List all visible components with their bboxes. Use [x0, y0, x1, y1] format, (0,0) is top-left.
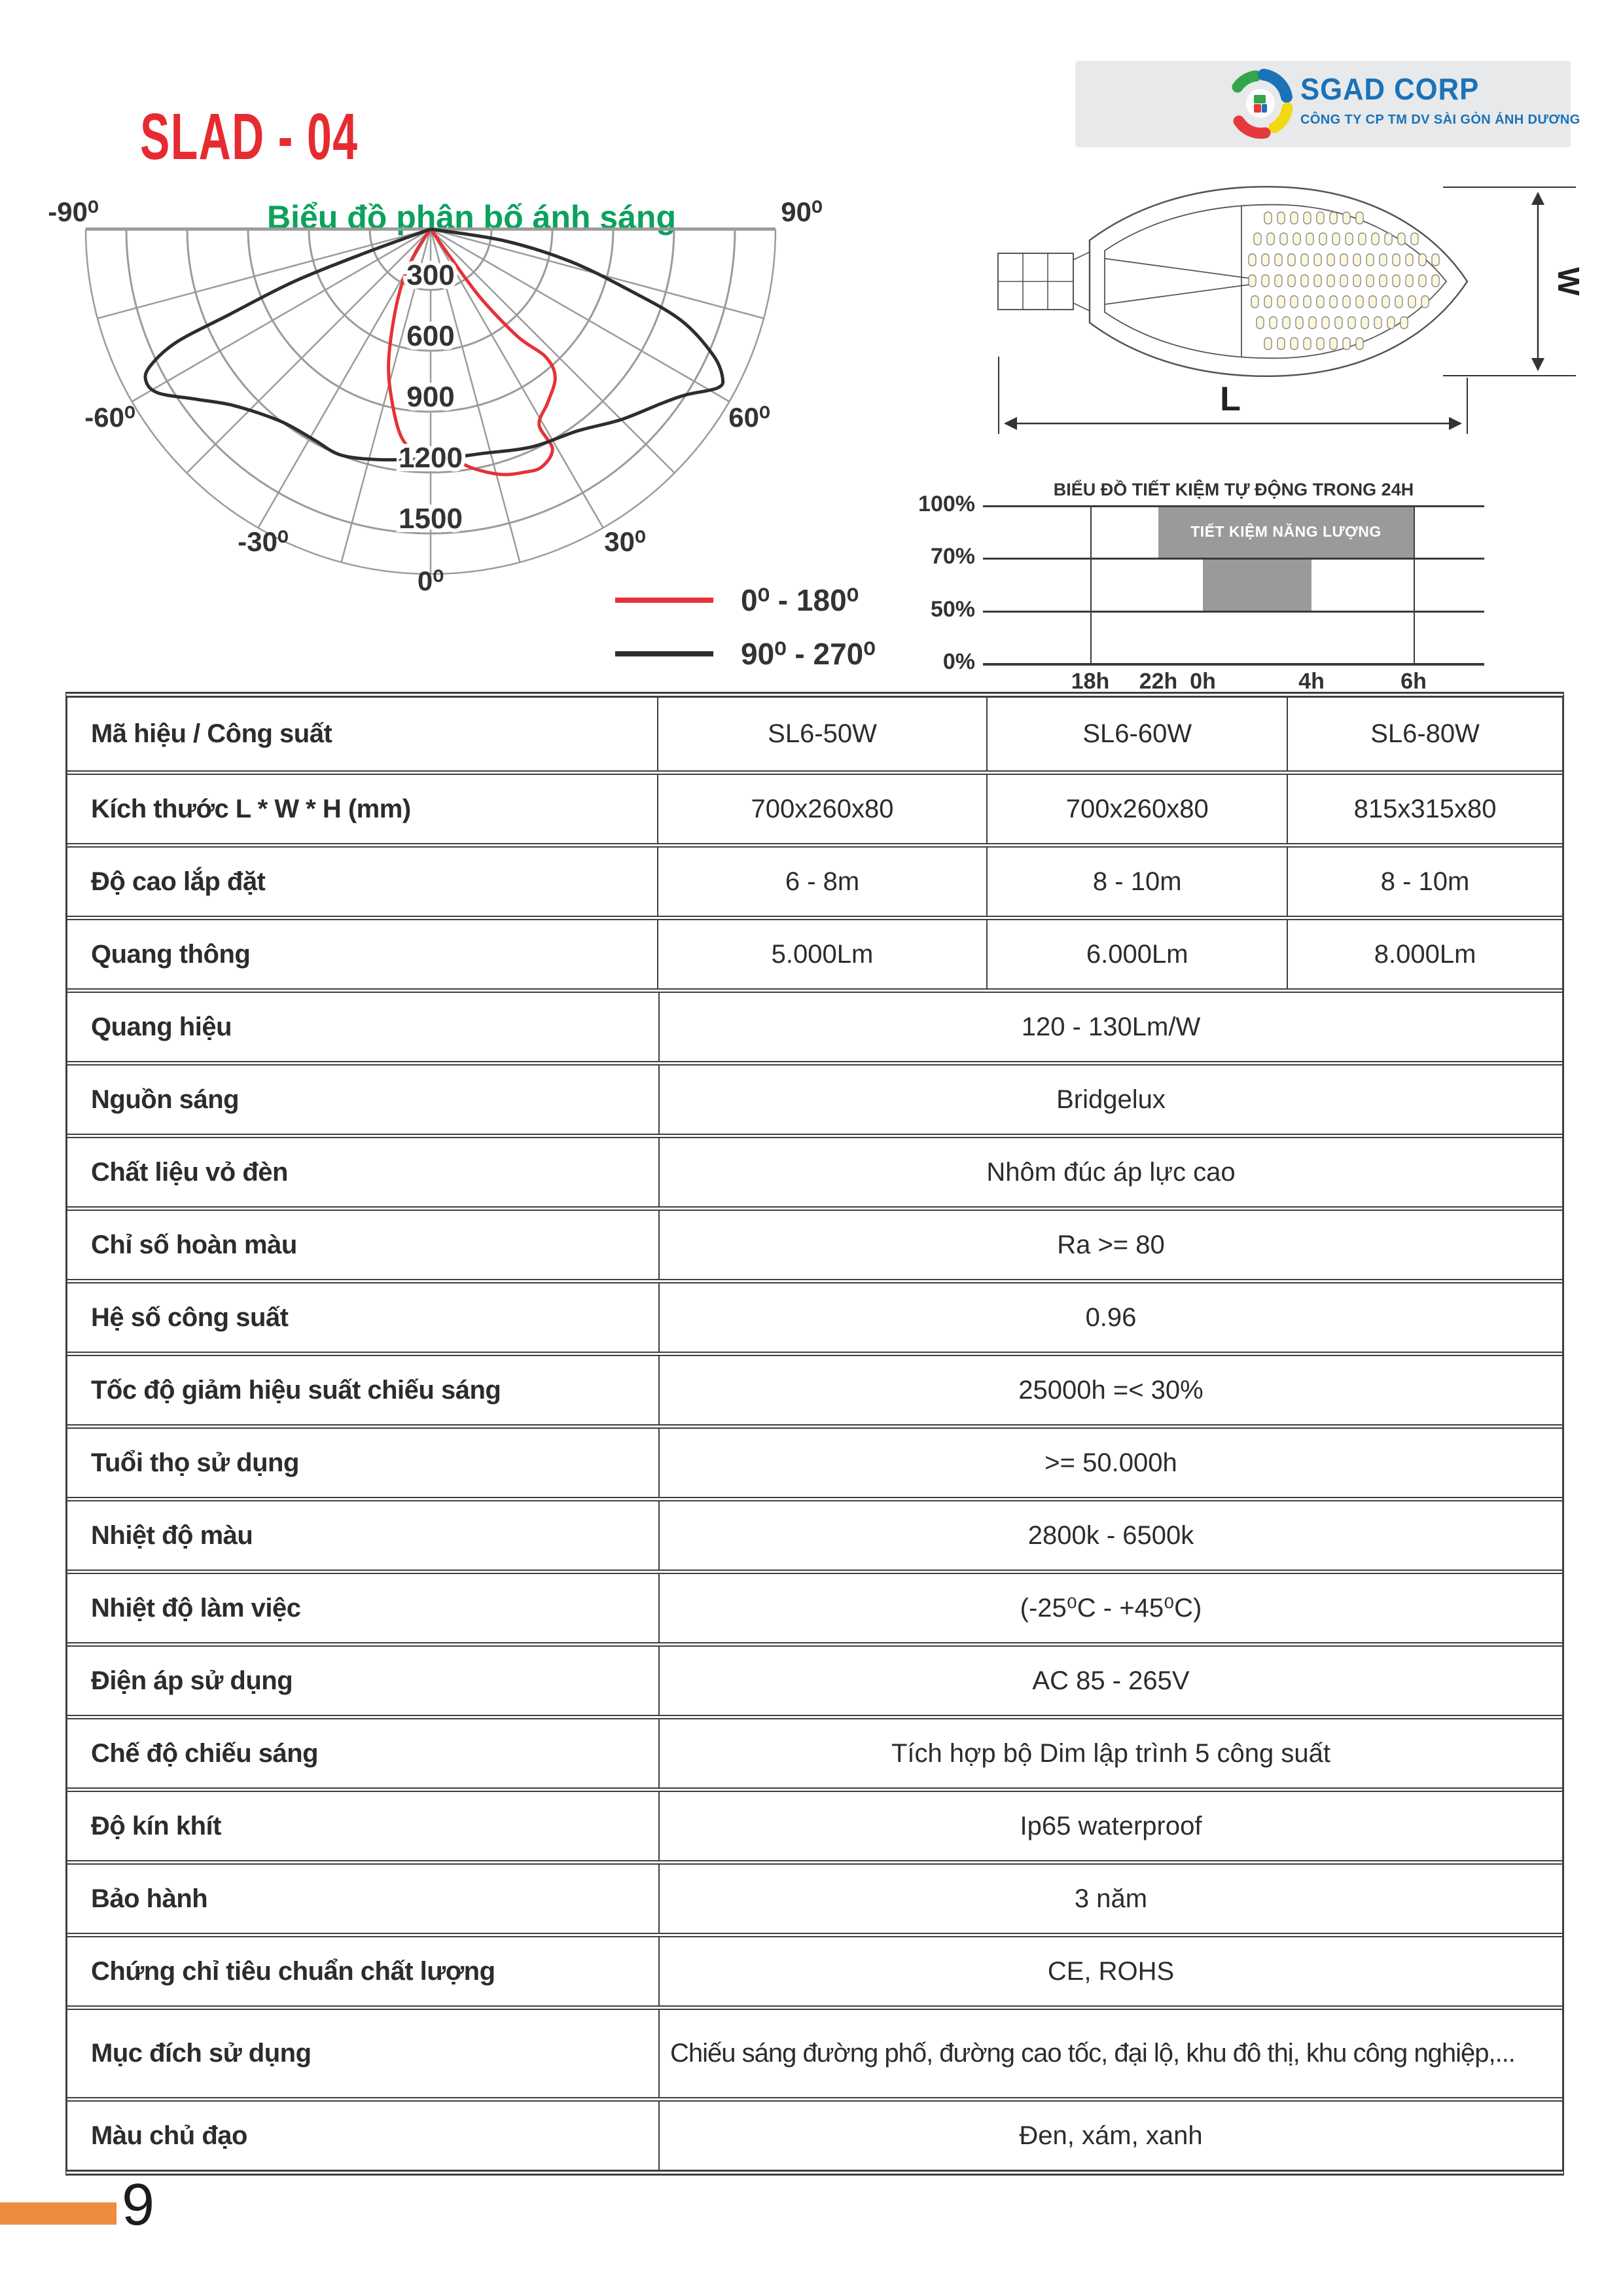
polar-radial-label: 600 — [406, 320, 455, 352]
led — [1393, 275, 1400, 287]
spec-value: 120 - 130Lm/W — [1021, 1012, 1201, 1041]
footer-accent-bar — [0, 2202, 116, 2225]
table-row — [67, 988, 1562, 1061]
led — [1400, 317, 1408, 329]
led — [1262, 254, 1269, 266]
led — [1361, 317, 1368, 329]
led — [1335, 317, 1342, 329]
energy-band — [1203, 558, 1311, 611]
led — [1249, 254, 1256, 266]
width-dimension-label: W — [1551, 267, 1586, 296]
led — [1301, 254, 1308, 266]
led — [1319, 233, 1327, 245]
table-row — [67, 2097, 1562, 2170]
led — [1366, 254, 1374, 266]
led — [1264, 296, 1272, 308]
page-number: 9 — [122, 2172, 155, 2238]
led — [1346, 233, 1353, 245]
legend-item — [615, 581, 876, 619]
spec-label: Chất liệu vỏ đèn — [67, 1138, 660, 1206]
table-row — [67, 1860, 1562, 1933]
led — [1332, 233, 1340, 245]
fixture-drawing — [955, 167, 1610, 455]
led — [1322, 317, 1329, 329]
table-row — [67, 698, 1562, 770]
spec-value: 0.96 — [1085, 1302, 1137, 1332]
polar-angle-label: 60⁰ — [728, 402, 770, 433]
spec-label: Nhiệt độ màu — [67, 1501, 660, 1570]
spec-value: Bridgelux — [1056, 1085, 1166, 1114]
spec-value: 8 - 10m — [988, 848, 1288, 916]
led — [1304, 212, 1311, 224]
energy-xtick: 4h — [1298, 669, 1325, 694]
spec-value: Đen, xám, xanh — [1019, 2121, 1203, 2150]
led — [1330, 338, 1337, 350]
led — [1251, 296, 1258, 308]
spec-label: Quang hiệu — [67, 993, 660, 1061]
led — [1296, 317, 1303, 329]
length-dimension-label: L — [1220, 380, 1241, 418]
spec-value: 5.000Lm — [658, 920, 988, 988]
light-distribution-chart — [39, 196, 857, 622]
logo-subtitle: CÔNG TY CP TM DV SÀI GÒN ÁNH DƯƠNG — [1300, 113, 1580, 127]
spec-label: Quang thông — [67, 920, 658, 988]
page-title: SLAD - 04 — [140, 100, 359, 173]
spec-label: Chế độ chiếu sáng — [67, 1719, 660, 1787]
polar-angle-label: 90⁰ — [781, 196, 823, 227]
energy-vline — [1414, 505, 1415, 663]
table-row — [67, 2005, 1562, 2097]
led — [1380, 254, 1387, 266]
spec-label: Bảo hành — [67, 1865, 660, 1933]
energy-band-label: TIẾT KIỆM NĂNG LƯỢNG — [1190, 522, 1382, 540]
polar-radial-label: 300 — [406, 259, 455, 291]
led — [1411, 233, 1418, 245]
led — [1291, 338, 1298, 350]
table-row — [67, 1570, 1562, 1642]
led — [1327, 275, 1334, 287]
led — [1264, 212, 1272, 224]
energy-gridline — [983, 611, 1484, 613]
spec-value: Ra >= 80 — [1057, 1230, 1165, 1259]
energy-xtick: 0h — [1190, 669, 1216, 694]
led — [1330, 212, 1337, 224]
led — [1283, 317, 1290, 329]
table-row — [67, 1424, 1562, 1497]
polar-angle-label: -60⁰ — [84, 402, 135, 433]
led-array — [1249, 212, 1439, 350]
led — [1356, 296, 1363, 308]
led — [1317, 212, 1324, 224]
polar-radial-label: 900 — [406, 381, 455, 413]
led — [1387, 317, 1395, 329]
led — [1275, 275, 1282, 287]
led — [1340, 254, 1347, 266]
led — [1419, 254, 1426, 266]
energy-ytick: 70% — [930, 544, 975, 569]
spec-value: 815x315x80 — [1353, 794, 1497, 823]
energy-ytick: 0% — [942, 649, 975, 674]
spec-value: 700x260x80 — [658, 775, 988, 843]
table-row — [67, 1134, 1562, 1206]
led — [1317, 296, 1324, 308]
polar-angle-label: -30⁰ — [238, 526, 289, 557]
legend-swatch-red — [615, 598, 713, 603]
led — [1343, 212, 1350, 224]
led — [1421, 296, 1429, 308]
polar-spoke — [431, 229, 675, 473]
polar-spoke — [132, 229, 431, 402]
led — [1304, 296, 1311, 308]
led — [1432, 254, 1439, 266]
spec-value: Ip65 waterproof — [1020, 1811, 1202, 1840]
led — [1267, 233, 1274, 245]
dim-cap-lines — [999, 187, 1576, 434]
spec-value: 25000h =< 30% — [1018, 1375, 1204, 1405]
led — [1277, 212, 1285, 224]
legend-swatch-black — [615, 651, 713, 656]
led — [1288, 275, 1295, 287]
chart-legend — [615, 581, 876, 689]
led — [1254, 233, 1261, 245]
led — [1374, 317, 1382, 329]
energy-gridline — [983, 558, 1484, 560]
led — [1356, 212, 1363, 224]
led — [1340, 275, 1347, 287]
energy-gridline — [983, 505, 1484, 507]
led — [1301, 275, 1308, 287]
legend-item — [615, 635, 876, 673]
led — [1309, 317, 1316, 329]
energy-chart-title: BIỂU ĐỒ TIẾT KIỆM TỰ ĐỘNG TRONG 24H — [1053, 480, 1414, 499]
spec-value: AC 85 - 265V — [1032, 1666, 1190, 1695]
polar-angle-label: -90⁰ — [48, 196, 99, 227]
logo — [1075, 61, 1580, 147]
spec-label: Tốc độ giảm hiệu suất chiếu sáng — [67, 1356, 660, 1424]
spec-value: CE, ROHS — [1047, 1956, 1175, 1986]
table-row — [67, 1642, 1562, 1715]
table-row — [67, 1279, 1562, 1352]
spec-table — [65, 692, 1564, 2176]
energy-ytick: 50% — [930, 597, 975, 622]
spec-value: 2800k - 6500k — [1027, 1520, 1194, 1550]
spec-value: 700x260x80 — [988, 775, 1288, 843]
spec-value: Chiếu sáng đường phố, đường cao tốc, đại lộ, khu đô thị, khu công nghiệp,... — [670, 2039, 1515, 2068]
led — [1408, 296, 1416, 308]
spec-value: 3 năm — [1074, 1884, 1148, 1913]
led — [1385, 233, 1392, 245]
spec-label: Màu chủ đạo — [67, 2102, 660, 2170]
table-row — [67, 916, 1562, 988]
table-row — [67, 1352, 1562, 1424]
led — [1366, 275, 1374, 287]
led — [1393, 254, 1400, 266]
lamp-chevron — [1105, 259, 1252, 304]
led — [1264, 338, 1272, 350]
led — [1382, 296, 1389, 308]
led — [1262, 275, 1269, 287]
led — [1327, 254, 1334, 266]
energy-ytick: 100% — [918, 492, 975, 516]
spec-label: Tuổi thọ sử dụng — [67, 1429, 660, 1497]
led — [1249, 275, 1256, 287]
spec-label: Chỉ số hoàn màu — [67, 1211, 660, 1279]
led — [1257, 317, 1264, 329]
led — [1359, 233, 1366, 245]
led — [1432, 275, 1439, 287]
logo-icon — [1224, 67, 1293, 141]
led — [1406, 275, 1413, 287]
energy-band — [1158, 505, 1414, 558]
spec-label: Nhiệt độ làm việc — [67, 1574, 660, 1642]
spec-value: 8 - 10m — [1380, 867, 1470, 896]
logo-name: SGAD CORP — [1300, 72, 1480, 106]
led — [1343, 338, 1350, 350]
led — [1270, 317, 1277, 329]
spec-value: SL6-60W — [988, 698, 1288, 770]
led — [1398, 233, 1405, 245]
spec-label: Độ cao lắp đặt — [67, 848, 658, 916]
led — [1277, 296, 1285, 308]
spec-value: Tích hợp bộ Dim lập trình 5 công suất — [891, 1738, 1330, 1768]
energy-xtick: 22h — [1139, 669, 1178, 694]
led — [1317, 338, 1324, 350]
led — [1288, 254, 1295, 266]
led — [1419, 275, 1426, 287]
spec-value: SL6-80W — [1370, 719, 1480, 748]
spec-label: Mã hiệu / Công suất — [67, 698, 658, 770]
spec-value: 6 - 8m — [658, 848, 988, 916]
led — [1406, 254, 1413, 266]
legend-label: 0⁰ - 180⁰ — [741, 583, 859, 617]
spec-label: Nguồn sáng — [67, 1066, 660, 1134]
table-row — [67, 1497, 1562, 1570]
led — [1280, 233, 1287, 245]
led — [1330, 296, 1337, 308]
spec-label: Kích thước L * W * H (mm) — [67, 775, 658, 843]
polar-angle-label: 30⁰ — [604, 526, 646, 557]
energy-vline — [1090, 505, 1092, 663]
polar-radial-label: 1500 — [399, 503, 463, 535]
led — [1291, 296, 1298, 308]
table-row — [67, 1787, 1562, 1860]
led — [1369, 296, 1376, 308]
table-row — [67, 1933, 1562, 2005]
spec-label: Mục đích sử dụng — [67, 2010, 660, 2097]
energy-xtick: 18h — [1071, 669, 1110, 694]
led — [1353, 275, 1361, 287]
spec-value: (-25⁰C - +45⁰C) — [1020, 1594, 1202, 1623]
legend-label: 90⁰ - 270⁰ — [741, 637, 876, 671]
mounting-bracket — [998, 252, 1090, 311]
spec-label: Độ kín khít — [67, 1792, 660, 1860]
led — [1353, 254, 1361, 266]
spec-value: SL6-50W — [658, 698, 988, 770]
energy-gridline — [983, 663, 1484, 666]
spec-value: 6.000Lm — [988, 920, 1288, 988]
led — [1314, 254, 1321, 266]
table-row — [67, 1206, 1562, 1279]
led — [1348, 317, 1355, 329]
led — [1395, 296, 1402, 308]
led — [1372, 233, 1379, 245]
led — [1277, 338, 1285, 350]
led — [1291, 212, 1298, 224]
led — [1380, 275, 1387, 287]
table-row — [67, 1061, 1562, 1134]
spec-value: >= 50.000h — [1044, 1448, 1177, 1477]
table-row — [67, 1715, 1562, 1787]
spec-value: Nhôm đúc áp lực cao — [986, 1157, 1236, 1187]
polar-spoke — [431, 229, 729, 402]
spec-label: Điện áp sử dụng — [67, 1647, 660, 1715]
energy-xtick: 6h — [1400, 669, 1427, 694]
spec-value: 8.000Lm — [1374, 939, 1476, 969]
polar-radial-label: 1200 — [399, 442, 463, 474]
table-row — [67, 770, 1562, 843]
led — [1275, 254, 1282, 266]
led — [1314, 275, 1321, 287]
polar-spoke — [431, 229, 603, 528]
table-row — [67, 843, 1562, 916]
led — [1356, 338, 1363, 350]
polar-chart-title: Biểu đồ phân bố ánh sáng — [267, 199, 676, 236]
led — [1343, 296, 1350, 308]
spec-label: Hệ số công suất — [67, 1283, 660, 1352]
polar-angle-label: 0⁰ — [417, 565, 444, 596]
led — [1293, 233, 1300, 245]
led — [1306, 233, 1313, 245]
spec-label: Chứng chỉ tiêu chuẩn chất lượng — [67, 1937, 660, 2005]
led — [1304, 338, 1311, 350]
